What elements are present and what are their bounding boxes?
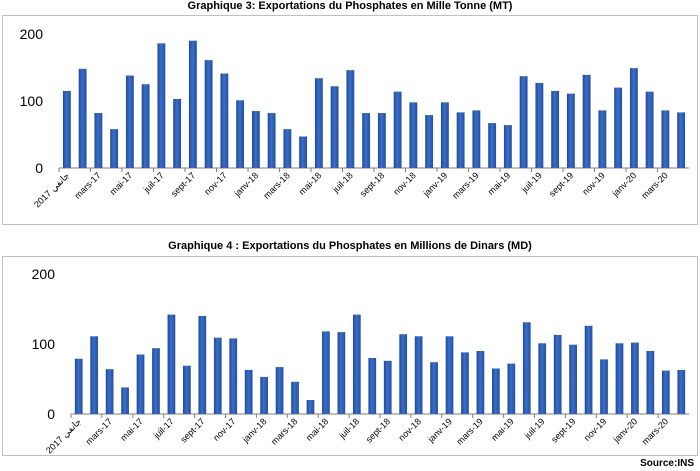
bar: [307, 400, 315, 414]
x-tick-label: mars-19: [450, 170, 481, 201]
bar: [477, 351, 485, 414]
bar: [520, 76, 528, 168]
bar: [331, 86, 339, 168]
bar: [137, 355, 145, 415]
bar: [446, 336, 454, 414]
bar: [504, 125, 512, 168]
bar: [236, 100, 244, 168]
x-tick-label: juil-19: [522, 416, 547, 441]
chart-panel-exports-mt: [2, 15, 698, 225]
bar: [384, 361, 392, 414]
bar: [585, 326, 593, 414]
bar: [630, 68, 638, 168]
x-tick-label: juil-19: [519, 170, 544, 195]
bar: [646, 92, 654, 168]
bar: [299, 137, 307, 168]
bar: [152, 348, 160, 414]
x-tick-label: mai-17: [118, 416, 145, 443]
x-tick-label: sept-18: [357, 170, 387, 199]
bar: [189, 41, 197, 168]
x-tick-label: mars-17: [72, 170, 103, 201]
bar: [283, 129, 291, 168]
bar: [677, 370, 685, 414]
bar: [268, 113, 276, 168]
x-tick-label: juil-18: [330, 170, 355, 195]
bar: [441, 102, 449, 168]
bar: [126, 76, 134, 168]
x-tick-label: juil-17: [141, 170, 166, 195]
x-tick-label: mai-18: [296, 170, 324, 197]
bar: [523, 322, 531, 414]
y-tick-label: 100: [19, 93, 43, 109]
bar: [315, 78, 323, 168]
x-tick-label: janv-20: [611, 416, 640, 445]
bar: [260, 377, 268, 414]
bar: [631, 343, 639, 414]
chart-panel-exports-md: [2, 256, 698, 456]
y-tick-label: 0: [47, 406, 55, 422]
bar: [583, 75, 591, 168]
x-tick-label: mai-19: [489, 416, 516, 443]
bar: [79, 69, 87, 168]
x-tick-label: mai-18: [303, 416, 331, 443]
x-tick-label: nov-19: [581, 416, 609, 443]
bar: [142, 84, 150, 168]
bar: [399, 334, 407, 414]
x-tick-label: sept-19: [546, 170, 576, 199]
bar: [94, 113, 102, 168]
x-tick-label: mars-18: [269, 416, 300, 447]
bar: [425, 115, 433, 168]
bar: [362, 113, 370, 168]
y-tick-label: 200: [31, 266, 55, 282]
bar: [291, 382, 299, 414]
bar: [173, 99, 181, 168]
bar: [661, 110, 669, 168]
bar: [677, 112, 685, 168]
y-tick-label: 200: [19, 26, 43, 42]
bar: [600, 359, 608, 414]
bar: [252, 111, 260, 168]
bar: [472, 110, 480, 168]
x-tick-label: mai-17: [107, 170, 135, 197]
chart-title-exports-md: Graphique 4 : Exportations du Phosphates en Millions de Dinars (MD): [168, 240, 532, 252]
bar: [430, 362, 438, 414]
x-tick-label: janv-20: [610, 170, 639, 199]
x-tick-label: sept-18: [363, 416, 393, 445]
x-tick-label: 2017 جانفي: [43, 416, 84, 456]
bar: [567, 94, 575, 168]
bar: [535, 83, 543, 168]
x-tick-label: janv-18: [240, 416, 269, 445]
bar: [229, 338, 237, 414]
x-tick-label: mars-20: [639, 170, 670, 201]
bar: [110, 129, 118, 168]
bar: [488, 123, 496, 168]
bar: [461, 352, 469, 414]
x-tick-label: nov-19: [580, 170, 607, 197]
bar: [214, 338, 222, 414]
bar: [157, 43, 165, 168]
x-tick-label: janv-18: [232, 170, 261, 199]
bar: [322, 331, 330, 414]
bar: [551, 91, 559, 168]
bar: [614, 88, 622, 168]
bar: [554, 335, 562, 414]
x-tick-label: janv-19: [425, 416, 454, 445]
y-tick-label: 0: [35, 160, 43, 176]
x-tick-label: juil-18: [337, 416, 362, 441]
bar: [245, 370, 253, 414]
bar: [338, 332, 346, 414]
x-tick-label: mai-19: [485, 170, 513, 197]
bar: [394, 92, 402, 168]
x-tick-label: juil-17: [151, 416, 176, 441]
bar-chart-exports-mt: [3, 16, 699, 226]
bar: [121, 387, 129, 414]
bar: [276, 367, 284, 414]
bar: [353, 315, 361, 414]
chart-title-exports-mt: Graphique 3: Exportations du Phosphates en Mille Tonne (MT): [187, 0, 513, 12]
x-tick-label: nov-18: [396, 416, 424, 443]
bar: [409, 102, 417, 168]
source-note: Source:INS: [640, 458, 694, 469]
bar: [662, 371, 670, 414]
x-tick-label: 2017 جانفي: [32, 170, 72, 210]
bar-chart-exports-md: [3, 257, 699, 457]
x-tick-label: nov-18: [391, 170, 418, 197]
y-tick-label: 100: [31, 336, 55, 352]
bar: [205, 60, 213, 168]
bar: [368, 358, 376, 414]
bar: [507, 364, 515, 414]
bar: [346, 70, 354, 168]
bar: [220, 74, 228, 168]
x-tick-label: sept-17: [178, 416, 207, 445]
x-tick-label: sept-17: [168, 170, 198, 199]
x-tick-label: nov-17: [202, 170, 229, 197]
bar: [415, 336, 423, 414]
bar: [538, 343, 546, 414]
x-tick-label: janv-19: [421, 170, 450, 199]
bar: [183, 366, 191, 414]
x-tick-label: nov-17: [211, 416, 238, 443]
bar: [106, 369, 114, 414]
bar: [90, 336, 98, 414]
bar: [168, 315, 176, 414]
bar: [598, 110, 606, 168]
bar: [647, 351, 655, 414]
x-tick-label: sept-19: [549, 416, 578, 445]
x-tick-label: mars-17: [83, 416, 115, 447]
bar: [75, 359, 83, 414]
x-tick-label: mars-18: [261, 170, 292, 201]
x-tick-label: mars-20: [639, 416, 671, 447]
x-tick-label: mars-19: [454, 416, 485, 447]
bar: [492, 369, 500, 415]
bar: [63, 91, 71, 168]
bar: [616, 343, 624, 414]
bar: [198, 316, 206, 414]
bar: [457, 112, 465, 168]
bar: [378, 113, 386, 168]
bar: [569, 345, 577, 414]
